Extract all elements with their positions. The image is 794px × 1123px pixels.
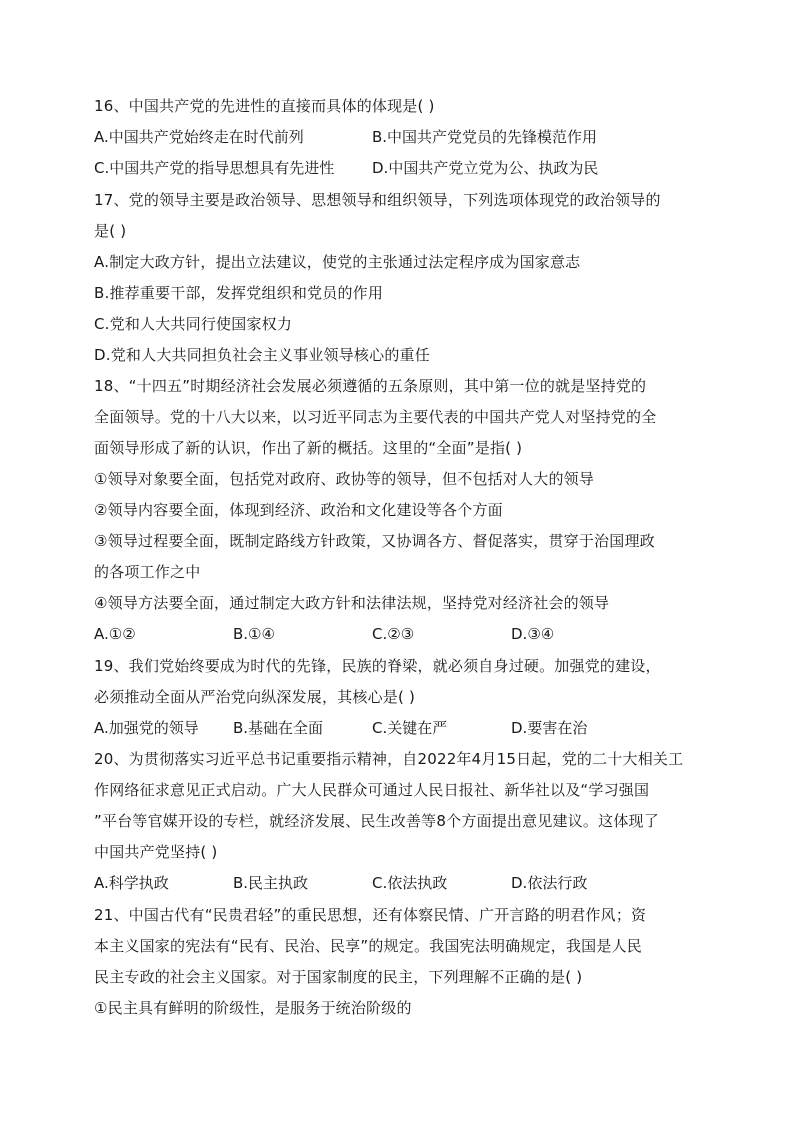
q20-stem-line2: 作网络征求意见正式启动。广大人民群众可通过人民日报社、新华社以及“学习强国 xyxy=(94,781,650,799)
q21-stem-line1: 21、中国古代有“民贵君轻”的重民思想，还有体察民情、广开言路的明君作风；资 xyxy=(94,906,647,924)
q18-option-d: D.③④ xyxy=(511,625,555,643)
q20-option-b: B.民主执政 xyxy=(233,874,309,892)
q18-option-b: B.①④ xyxy=(233,625,275,643)
q20-stem-line3: ”平台等官媒开设的专栏，就经济发展、民生改善等8个方面提出意见建议。这体现了 xyxy=(94,812,659,830)
q20-stem-line4: 中国共产党坚持( ) xyxy=(94,843,218,861)
q21-stem-line2: 本主义国家的宪法有“民有、民治、民享”的规定。我国宪法明确规定，我国是人民 xyxy=(94,937,642,955)
q19-option-c: C.关键在严 xyxy=(372,719,448,737)
q16-option-a: A.中国共产党始终走在时代前列 xyxy=(94,128,304,146)
q16-option-b: B.中国共产党党员的先锋模范作用 xyxy=(372,128,598,146)
q20-option-d: D.依法行政 xyxy=(511,874,588,892)
q21-statement-1: ①民主具有鲜明的阶级性，是服务于统治阶级的 xyxy=(94,999,412,1017)
q17-option-a: A.制定大政方针，提出立法建议，使党的主张通过法定程序成为国家意志 xyxy=(94,253,581,271)
q20-option-c: C.依法执政 xyxy=(372,874,448,892)
q18-statement-2: ②领导内容要全面，体现到经济、政治和文化建设等各个方面 xyxy=(94,501,503,519)
q19-stem-line1: 19、我们党始终要成为时代的先锋，民族的脊梁，就必须自身过硬。加强党的建设， xyxy=(94,657,661,675)
q16-stem: 16、中国共产党的先进性的直接而具体的体现是( ) xyxy=(94,97,435,115)
q18-statement-3-cont: 的各项工作之中 xyxy=(94,563,201,581)
q18-stem-line1: 18、“十四五”时期经济社会发展必须遵循的五条原则，其中第一位的就是坚持党的 xyxy=(94,377,647,395)
q19-option-b: B.基础在全面 xyxy=(233,719,324,737)
q16-option-d: D.中国共产党立党为公、执政为民 xyxy=(372,159,599,177)
q17-option-d: D.党和人大共同担负社会主义事业领导核心的重任 xyxy=(94,346,430,364)
q17-stem-line2: 是( ) xyxy=(94,222,127,240)
q18-stem-line2: 全面领导。党的十八大以来，以习近平同志为主要代表的中国共产党人对坚持党的全 xyxy=(94,408,657,426)
q21-stem-line3: 民主专政的社会主义国家。对于国家制度的民主，下列理解不正确的是( ) xyxy=(94,968,583,986)
q16-option-c: C.中国共产党的指导思想具有先进性 xyxy=(94,159,335,177)
q19-stem-line2: 必须推动全面从严治党向纵深发展，其核心是( ) xyxy=(94,688,416,706)
q17-option-c: C.党和人大共同行使国家权力 xyxy=(94,315,293,333)
q20-option-a: A.科学执政 xyxy=(94,874,169,892)
q19-option-a: A.加强党的领导 xyxy=(94,719,199,737)
q20-stem-line1: 20、为贯彻落实习近平总书记重要指示精神，自2022年4月15日起，党的二十大相关工 xyxy=(94,750,684,768)
q18-stem-line3: 面领导形成了新的认识，作出了新的概括。这里的“全面”是指( ) xyxy=(94,439,523,457)
q18-statement-3: ③领导过程要全面，既制定路线方针政策，又协调各方、督促落实，贯穿于治国理政 xyxy=(94,532,655,550)
q17-stem-line1: 17、党的领导主要是政治领导、思想领导和组织领导，下列选项体现党的政治领导的 xyxy=(94,191,661,209)
q19-option-d: D.要害在治 xyxy=(511,719,588,737)
q18-option-a: A.①② xyxy=(94,625,136,643)
q17-option-b: B.推荐重要干部，发挥党组织和党员的作用 xyxy=(94,284,384,302)
q18-statement-1: ①领导对象要全面，包括党对政府、政协等的领导，但不包括对人大的领导 xyxy=(94,470,595,488)
q18-option-c: C.②③ xyxy=(372,625,415,643)
q18-statement-4: ④领导方法要全面，通过制定大政方针和法律法规，坚持党对经济社会的领导 xyxy=(94,594,610,612)
